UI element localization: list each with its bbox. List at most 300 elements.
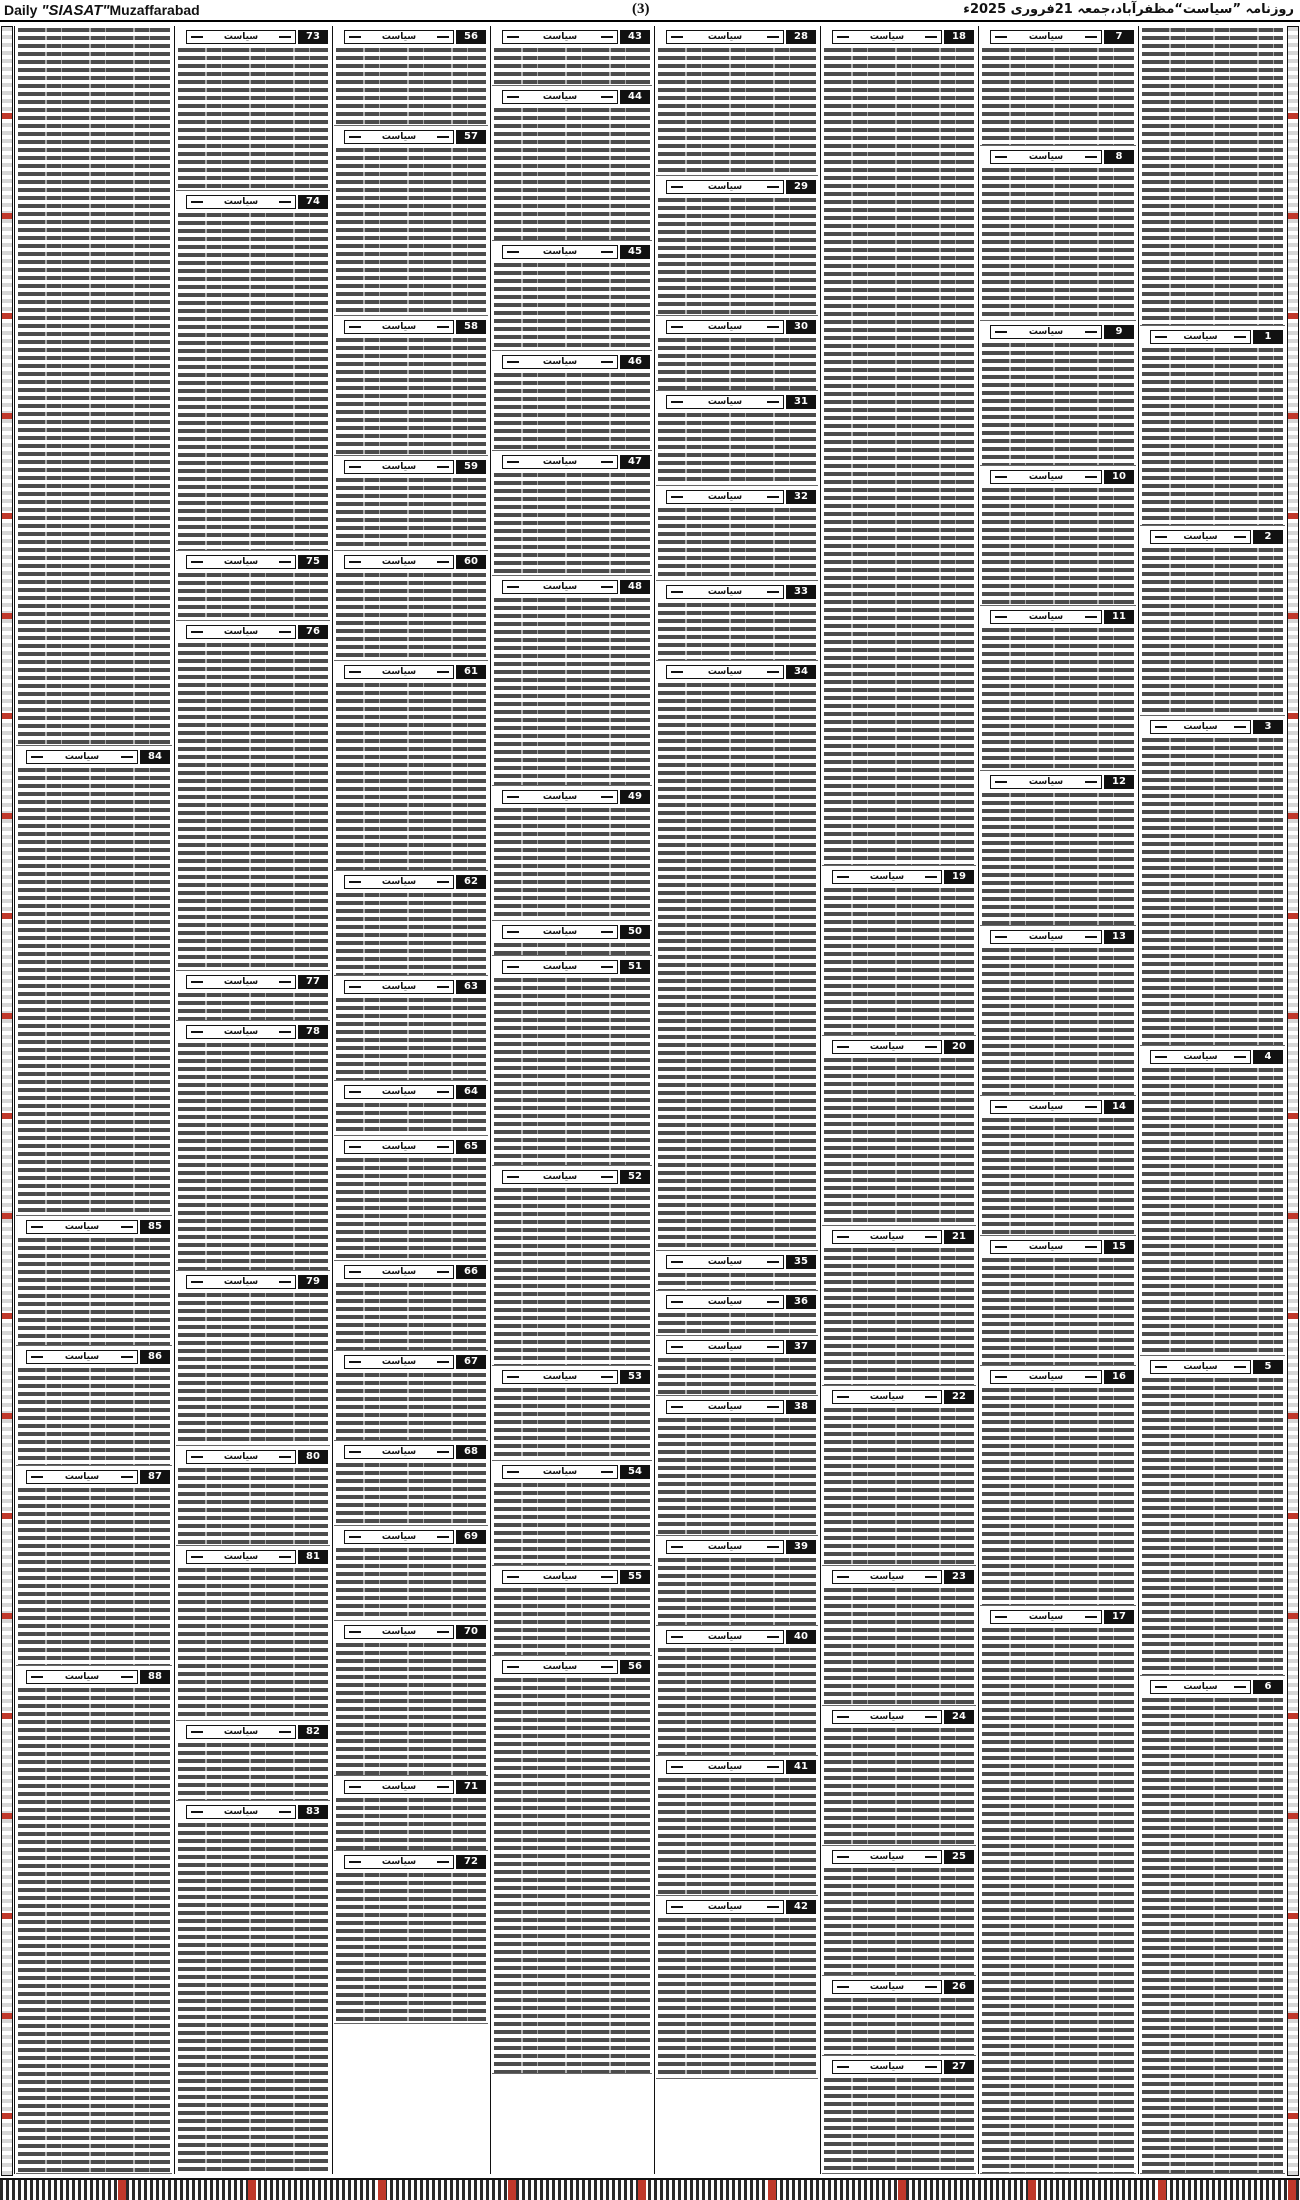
news-item-text-block [18,1488,170,1665]
news-item-header [336,30,486,44]
section-logo: سیاست [186,975,296,989]
news-item-number: 62 [456,875,486,889]
news-item-number: 48 [620,580,650,594]
news-item [334,1136,488,1261]
news-item-header [658,1295,816,1309]
news-item-header [824,1570,974,1584]
section-logo: سیاست [666,1340,784,1354]
news-item [334,1621,488,1776]
news-item-text-block [982,48,1134,145]
news-item-text-block [178,48,328,190]
section-logo: سیاست [666,320,784,334]
news-item [334,126,488,316]
news-item-number: 75 [298,555,328,569]
news-item-header [494,355,650,369]
news-item [176,1801,330,2174]
section-logo: سیاست [666,1255,784,1269]
section-logo: سیاست [832,1390,942,1404]
section-logo: سیاست [1150,1680,1251,1694]
section-logo: سیاست [832,1040,942,1054]
section-logo: سیاست [832,1710,942,1724]
section-logo: سیاست [344,460,454,474]
news-item-header [178,1450,328,1464]
news-item-number: 12 [1104,775,1134,789]
news-item [656,1291,818,1336]
section-logo: سیاست [344,30,454,44]
news-item-text-block [178,1468,328,1545]
news-item-number: 37 [786,1340,816,1354]
news-item-header [336,665,486,679]
news-item-number: 33 [786,585,816,599]
news-item-header [336,130,486,144]
news-item-number: 76 [298,625,328,639]
section-logo: سیاست [666,180,784,194]
news-item [492,451,652,576]
news-item-header [178,1725,328,1739]
column-divider [654,26,655,2174]
section-logo: سیاست [502,1660,618,1674]
news-item [656,1756,818,1896]
news-item-number: 53 [620,1370,650,1384]
news-item [334,456,488,551]
bottom-ad-strip [0,2178,1300,2200]
news-item [492,786,652,921]
section-logo: سیاست [666,1295,784,1309]
news-item-text-block [982,168,1134,320]
section-logo: سیاست [666,30,784,44]
news-item-header [494,455,650,469]
news-item-text-block [824,1998,974,2055]
news-item-number: 4 [1253,1050,1283,1064]
news-item-header [494,580,650,594]
section-logo: سیاست [186,1450,296,1464]
section-logo: سیاست [186,1725,296,1739]
news-item-number: 79 [298,1275,328,1289]
news-item-number: 60 [456,555,486,569]
section-logo: سیاست [832,870,942,884]
news-item-header [336,1355,486,1369]
section-logo: سیاست [502,30,618,44]
news-item-header [658,1540,816,1554]
section-logo: سیاست [666,395,784,409]
news-item-text-block [336,1463,486,1525]
news-item-text-block [658,1558,816,1625]
section-logo: سیاست [990,775,1102,789]
news-item-text-block [178,573,328,620]
news-item-text-block [824,1588,974,1705]
news-item [822,1846,976,1976]
news-item-number: 21 [944,1230,974,1244]
news-item-number: 78 [298,1025,328,1039]
news-item-header [336,1265,486,1279]
section-logo: سیاست [832,1980,942,1994]
news-item-number: 77 [298,975,328,989]
news-item [492,956,652,1166]
news-item-header [824,870,974,884]
news-item-header [178,555,328,569]
news-item-header [824,1230,974,1244]
news-item [656,581,818,661]
news-item-number: 87 [140,1470,170,1484]
news-item [1140,716,1285,1046]
section-logo: سیاست [26,1470,138,1484]
news-item-text-block [178,643,328,970]
news-item-header [494,1660,650,1674]
news-item-text-block [336,48,486,125]
news-item [176,26,330,191]
section-logo: سیاست [666,1760,784,1774]
news-item [980,26,1136,146]
news-item-header [18,750,170,764]
news-item [16,1346,172,1466]
news-item-header [336,1855,486,1869]
section-logo: سیاست [990,1370,1102,1384]
section-logo: سیاست [990,325,1102,339]
news-item [176,191,330,551]
section-logo: سیاست [990,470,1102,484]
section-logo: سیاست [1150,720,1251,734]
news-item [492,576,652,786]
news-item [980,771,1136,926]
news-column-5 [492,26,652,2174]
news-column-7 [176,26,330,2174]
news-item [656,26,818,176]
news-item-header [336,555,486,569]
news-item-header [336,320,486,334]
news-item-number: 70 [456,1625,486,1639]
news-item [176,1721,330,1801]
news-item [822,1706,976,1846]
section-logo: سیاست [502,1170,618,1184]
news-item-header [982,30,1134,44]
news-item-text-block [658,198,816,315]
news-item-text-block [494,108,650,240]
section-logo: سیاست [832,1230,942,1244]
section-logo: سیاست [666,585,784,599]
news-item-number: 86 [140,1350,170,1364]
news-item-text-block [336,1373,486,1440]
news-item [822,1226,976,1386]
brand-prefix: Daily [4,2,42,18]
news-item-text-block [494,263,650,350]
section-logo: سیاست [344,1445,454,1459]
news-item-header [178,1805,328,1819]
news-item-number: 32 [786,490,816,504]
news-item [334,551,488,661]
news-item [656,1396,818,1536]
section-logo: سیاست [186,1025,296,1039]
news-item-header [824,1710,974,1724]
news-item-text-block [494,1588,650,1655]
news-item-number: 68 [456,1445,486,1459]
news-item-header [494,790,650,804]
brand-city: Muzaffarabad [109,2,200,18]
news-column-6 [334,26,488,2174]
section-logo: سیاست [26,1670,138,1684]
column-divider [978,26,979,2174]
news-item-header [336,1780,486,1794]
news-item [656,176,818,316]
news-item-header [824,1980,974,1994]
section-logo: سیاست [990,150,1102,164]
news-item-text-block [336,1103,486,1135]
news-item-number: 56 [620,1660,650,1674]
news-item-header [658,1630,816,1644]
section-logo: سیاست [344,320,454,334]
news-item-header [1142,1680,1283,1694]
news-item-text-block [18,1368,170,1465]
urdu-dateline: روزنامہ ”سیاست“مظفرآباد،جمعہ 21فروری 2025ء [963,2,1294,17]
news-item [822,1036,976,1226]
section-logo: سیاست [344,1085,454,1099]
news-item-header [982,610,1134,624]
section-logo: سیاست [1150,1360,1251,1374]
section-logo: سیاست [990,1240,1102,1254]
news-item-text-block [336,1548,486,1620]
news-item-number: 73 [298,30,328,44]
news-item-header [982,150,1134,164]
news-item-text-block [1142,548,1283,715]
news-item-text-block [336,573,486,660]
section-logo: سیاست [186,1550,296,1564]
section-logo: سیاست [502,1570,618,1584]
news-item-number: 64 [456,1085,486,1099]
news-item-header [824,2060,974,2074]
news-item-text-block [824,1408,974,1565]
section-logo: سیاست [186,30,296,44]
news-item-text-block [178,213,328,550]
news-item-text-block [982,1628,1134,2173]
news-item-text-block [658,1778,816,1895]
news-item [822,2056,976,2174]
news-item [656,1626,818,1756]
news-item-number: 83 [298,1805,328,1819]
section-logo: سیاست [666,1400,784,1414]
news-item [334,1526,488,1621]
news-item-header [658,1255,816,1269]
news-item-header [658,320,816,334]
news-item [334,1261,488,1351]
news-item-header [1142,720,1283,734]
news-item-number: 24 [944,1710,974,1724]
section-logo: سیاست [666,1900,784,1914]
section-logo: سیاست [502,455,618,469]
news-item-number: 49 [620,790,650,804]
news-item [980,1096,1136,1236]
news-item [1140,526,1285,716]
column-divider [490,26,491,2174]
section-logo: سیاست [990,610,1102,624]
masthead [0,0,1300,22]
news-item-number: 25 [944,1850,974,1864]
news-item [334,871,488,976]
news-item-text-block [658,683,816,1250]
news-item-header [336,875,486,889]
section-logo: سیاست [666,665,784,679]
news-item-header [982,325,1134,339]
news-item-number: 34 [786,665,816,679]
news-item-number: 1 [1253,330,1283,344]
news-item-text-block [178,993,328,1020]
news-item-header [824,30,974,44]
section-logo: سیاست [186,1275,296,1289]
news-item-number: 57 [456,130,486,144]
news-item [980,1236,1136,1366]
news-item [492,921,652,956]
news-item-text-block [658,1358,816,1395]
news-item-text-block [494,1188,650,1365]
section-logo: سیاست [344,555,454,569]
news-item-text-block [658,1418,816,1535]
news-item-text-block [658,1648,816,1755]
news-item-number: 63 [456,980,486,994]
news-item-header [178,1025,328,1039]
news-item [656,661,818,1251]
news-item-header [178,1550,328,1564]
news-item-number: 20 [944,1040,974,1054]
news-item-header [18,1470,170,1484]
news-item-text-block [658,508,816,580]
news-item [822,866,976,1036]
news-item-header [824,1040,974,1054]
news-item-header [982,1100,1134,1114]
news-item-number: 17 [1104,1610,1134,1624]
news-item-text-block [658,1918,816,2078]
news-column-2 [980,26,1136,2174]
brand-title: "SIASAT" [41,2,110,19]
news-item-header [494,30,650,44]
news-item-number: 43 [620,30,650,44]
news-item-header [178,1275,328,1289]
news-item-text-block [178,1293,328,1445]
news-item-header [1142,330,1283,344]
section-logo: سیاست [26,750,138,764]
news-item-header [658,665,816,679]
news-item-number: 18 [944,30,974,44]
news-item [16,1466,172,1666]
news-item-number: 50 [620,925,650,939]
news-item-text-block [1142,1698,1283,2173]
news-item-number: 51 [620,960,650,974]
news-item [656,316,818,391]
column-divider [174,26,175,2174]
news-item-number: 80 [298,1450,328,1464]
news-item [334,1776,488,1851]
section-logo: سیاست [344,1780,454,1794]
news-item-text-block [494,808,650,920]
news-item-text-block [494,48,650,85]
news-item-header [494,245,650,259]
news-column-4 [656,26,818,2174]
section-logo: سیاست [832,1570,942,1584]
news-item-number: 15 [1104,1240,1134,1254]
section-logo: سیاست [186,195,296,209]
news-item-text-block [336,1798,486,1850]
news-item [176,971,330,1021]
news-item-number: 84 [140,750,170,764]
news-item-text-block [494,943,650,955]
section-logo: سیاست [1150,1050,1251,1064]
news-item-header [494,1570,650,1584]
news-item [1140,326,1285,526]
news-item-number: 13 [1104,930,1134,944]
news-item-header [336,1625,486,1639]
column-divider [1138,26,1139,2174]
news-item-number: 9 [1104,325,1134,339]
news-item-number: 69 [456,1530,486,1544]
brand-line [4,2,200,19]
news-item-header [18,1670,170,1684]
news-item-header [658,1400,816,1414]
news-item-text-block [658,1313,816,1335]
news-item-header [824,1390,974,1404]
news-item [822,1976,976,2056]
news-item-number: 8 [1104,150,1134,164]
news-item-number: 56 [456,30,486,44]
news-item [492,351,652,451]
news-item-text-block [824,888,974,1035]
news-item-text-block [982,1388,1134,1605]
news-item-number: 58 [456,320,486,334]
news-item-text-block [178,1743,328,1800]
section-logo: سیاست [502,960,618,974]
news-item-text-block [1142,1068,1283,1355]
section-logo: سیاست [344,875,454,889]
news-item-header [982,775,1134,789]
news-item [334,1081,488,1136]
news-item-text-block [336,478,486,550]
news-item-number: 39 [786,1540,816,1554]
news-item [1140,1046,1285,1356]
news-item-header [824,1850,974,1864]
news-item-number: 41 [786,1760,816,1774]
news-column-1 [1140,26,1285,2174]
news-item-text-block [982,628,1134,770]
news-item-number: 22 [944,1390,974,1404]
section-logo: سیاست [502,1370,618,1384]
news-item-header [658,1340,816,1354]
news-item-number: 5 [1253,1360,1283,1374]
news-item [656,1336,818,1396]
news-item-text-block [336,338,486,455]
right-ad-strip [1287,26,1299,2176]
news-item-number: 38 [786,1400,816,1414]
news-item-text-block [336,893,486,975]
news-item [176,1446,330,1546]
section-logo: سیاست [344,1530,454,1544]
news-item [1140,1356,1285,1676]
news-item-number: 45 [620,245,650,259]
news-item-number: 35 [786,1255,816,1269]
news-item-text-block [824,1248,974,1385]
news-item-header [494,1170,650,1184]
section-logo: سیاست [502,245,618,259]
news-item [980,321,1136,466]
news-item-text-block [658,413,816,485]
news-item-text-block [336,148,486,315]
section-logo: سیاست [1150,330,1251,344]
news-item-number: 88 [140,1670,170,1684]
news-item [492,26,652,86]
news-item-text-block [658,338,816,390]
news-item-number: 55 [620,1570,650,1584]
column-divider [332,26,333,2174]
news-item-text-block [18,28,170,745]
news-item-header [982,930,1134,944]
news-column-8 [16,26,172,2174]
news-item [492,1366,652,1461]
section-logo: سیاست [502,355,618,369]
